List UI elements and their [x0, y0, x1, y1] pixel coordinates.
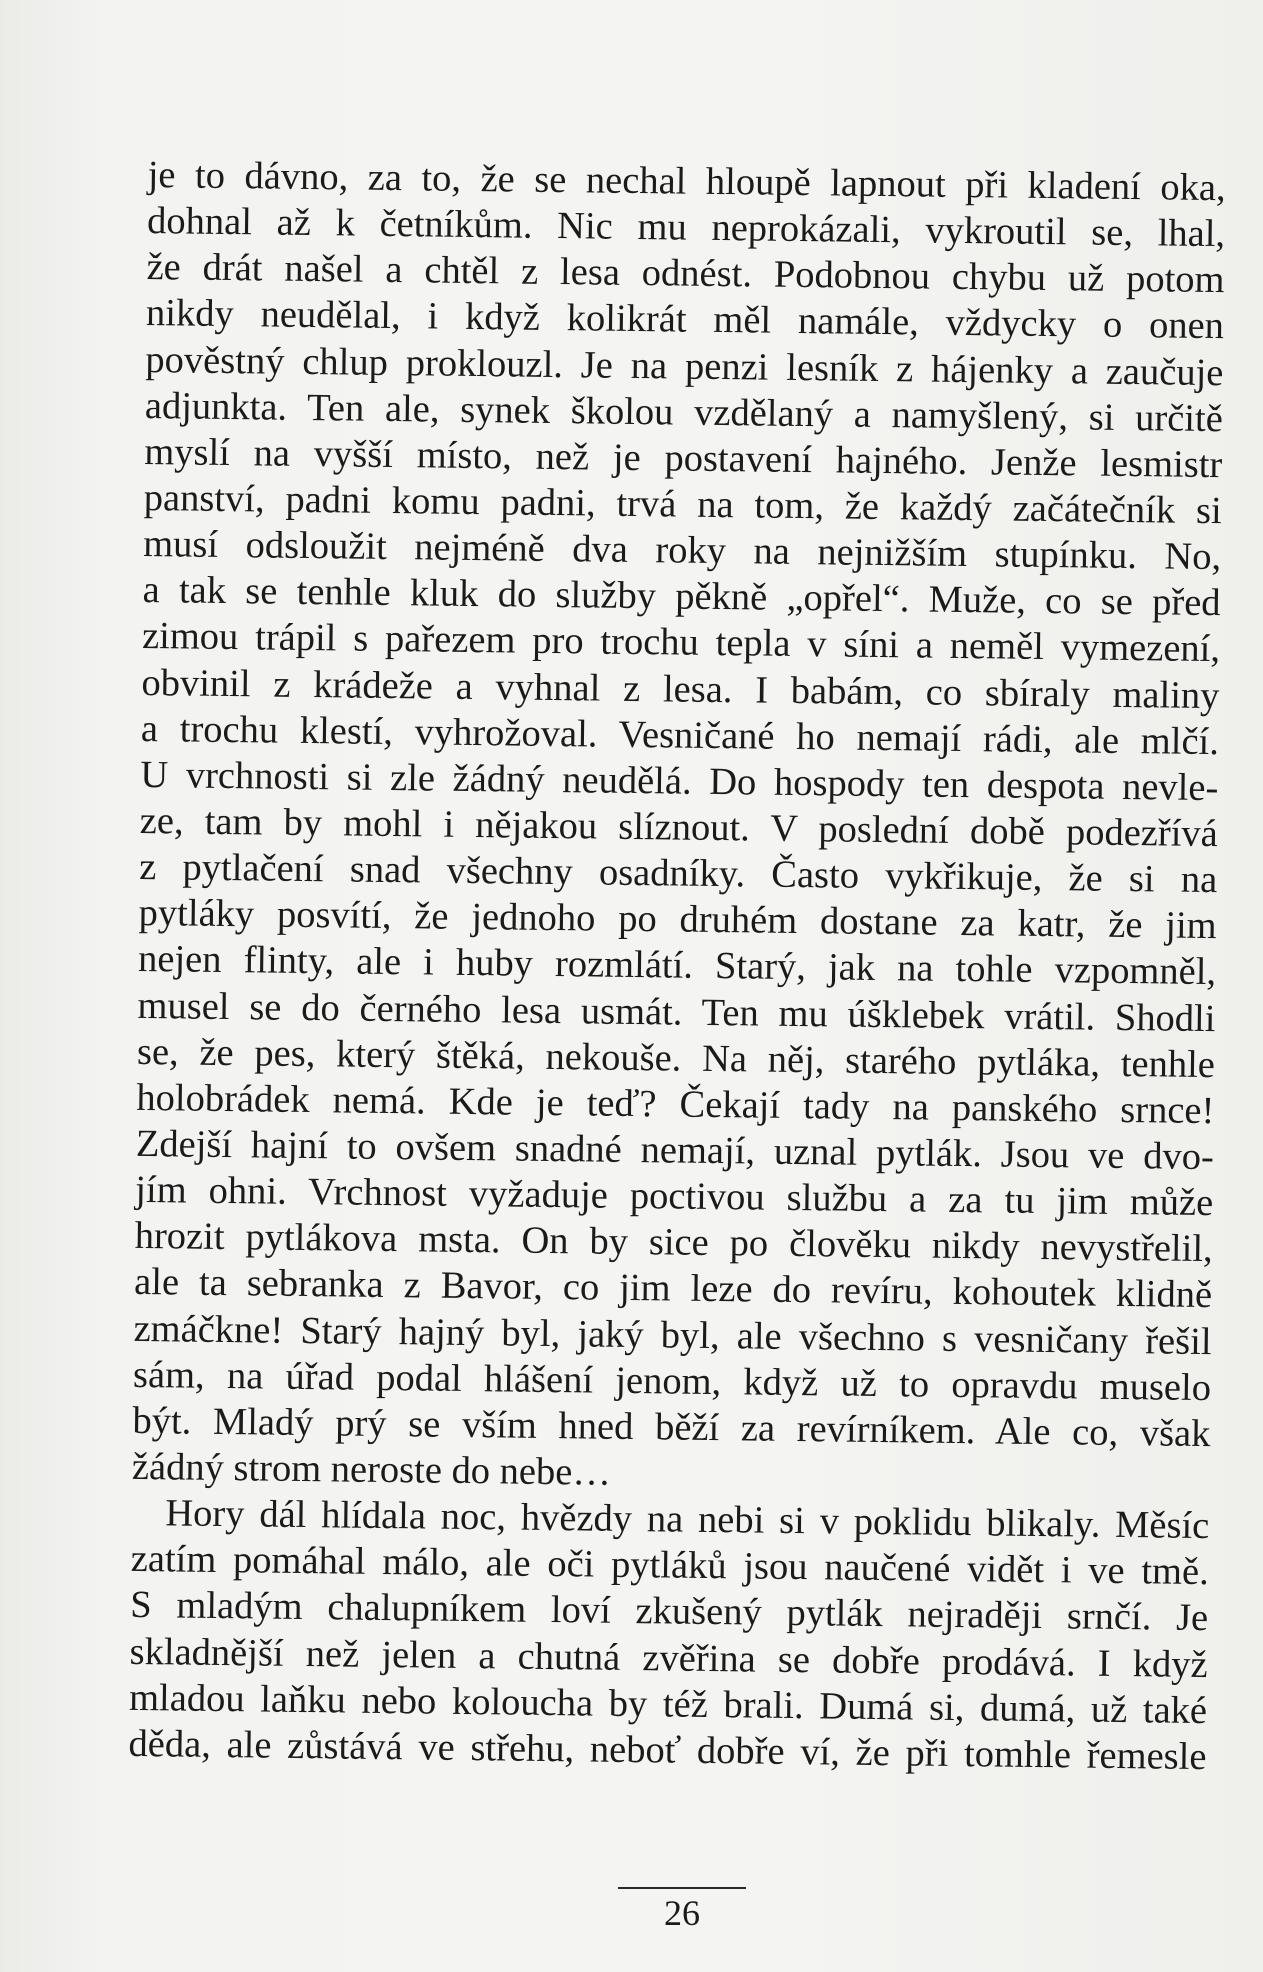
text-line: holobrádek nemá. Kde je teď? Čekají tady na panského srnce! [136, 1076, 1215, 1132]
text-line: zatím pomáhal málo, ale oči pytláků jsou naučené vidět i ve tmě. [130, 1538, 1209, 1594]
text-line: sám, na úřad podal hlášení jenom, když už to opravdu muselo [132, 1353, 1212, 1409]
text-line: žádný strom neroste do nebe… [131, 1445, 612, 1494]
text-line: ze, tam by mohl i nějakou slíznout. V poslední době podezřívá [139, 799, 1219, 856]
text-line: pověstný chlup proklouzl. Je na penzi lesník z hájenky a zaučuje [145, 338, 1224, 394]
text-line: U vrchnosti si zle žádný neudělá. Do hospody ten despota nevle- [140, 753, 1219, 809]
text-line: že drát našel a chtěl z lesa odnést. Podobnou chybu už potom [146, 246, 1225, 302]
text-line: a tak se tenhle kluk do služby pěkně „opřel“. Muže, co se před [142, 569, 1221, 625]
text-line: zmáčkne! Starý hajný byl, jaký byl, ale všechno s vesničany řešil [133, 1307, 1212, 1363]
text-line: Hory dál hlídala noc, hvězdy na nebi si v poklidu blikaly. Měsíc [165, 1492, 1210, 1548]
text-line: Zdejší hajní to ovšem snadné nemají, uznal pytlák. Jsou ve dvo- [135, 1122, 1215, 1179]
text-line: zimou trápil s pařezem pro trochu tepla v síni a neměl vymezení, [141, 615, 1221, 671]
text-line: nejen flinty, ale i huby rozmlátí. Starý, jak na tohle vzpomněl, [137, 938, 1217, 994]
text-line: pytláky posvítí, že jednoho po druhém dostane za katr, že jim [138, 892, 1217, 948]
page-number: 26 [664, 1893, 700, 1933]
text-line: se, že pes, který štěká, nekouše. Na něj, starého pytláka, tenhle [136, 1030, 1216, 1086]
text-line: nikdy neudělal, i když kolikrát měl namále, vždycky o onen [145, 292, 1225, 348]
text-line: děda, ale zůstává ve střehu, neboť dobře ví, že při tomhle řemesle [128, 1722, 1207, 1778]
text-line: musí odsloužit nejméně dva roky na nejnižším stupínku. No, [142, 523, 1222, 579]
text-line: jím ohni. Vrchnost vyžaduje poctivou službu a za tu jim může [135, 1169, 1214, 1225]
text-line: dohnal až k četníkům. Nic mu neprokázali, vykroutil se, lhal, [146, 200, 1226, 256]
text-line: musel se do černého lesa usmát. Ten mu úšklebek vrátil. Shodli [137, 984, 1216, 1040]
text-line: ale ta sebranka z Bavor, co jim leze do revíru, kohoutek klidně [133, 1261, 1213, 1317]
text-line: adjunkta. Ten ale, synek školou vzdělaný a namyšlený, si určitě [144, 384, 1224, 440]
page-number-rule [618, 1887, 746, 1889]
text-line: S mladým chalupníkem loví zkušený pytlák nejraději srnčí. Je [129, 1584, 1209, 1640]
text-line: hrozit pytlákova msta. On by sice po člověku nikdy nevystřelil, [134, 1215, 1213, 1271]
text-line: obvinil z krádeže a vyhnal z lesa. I babám, co sbíraly maliny [141, 661, 1220, 717]
text-line: myslí na vyšší místo, než je postavení hajného. Jenže lesmistr [144, 430, 1223, 486]
text-line: a trochu klestí, vyhrožoval. Vesničané ho nemají rádi, ale mlčí. [140, 707, 1220, 763]
text-line: skladnější než jelen a chutná zvěřina se dobře prodává. I když [129, 1630, 1208, 1686]
body-text [128, 152, 1226, 1780]
text-line: mladou laňku nebo koloucha by též brali. Dumá si, dumá, už také [128, 1676, 1208, 1732]
text-line: panství, padni komu padni, trvá na tom, že každý začátečník si [143, 476, 1222, 533]
text-line: je to dávno, za to, že se nechal hloupě lapnout při kladení oka, [147, 153, 1226, 210]
text-line: z pytlačení snad všechny osadníky. Často vykřikuje, že si na [139, 846, 1218, 902]
text-line: být. Mladý prý se vším hned běží za revírníkem. Ale co, však [132, 1399, 1211, 1455]
